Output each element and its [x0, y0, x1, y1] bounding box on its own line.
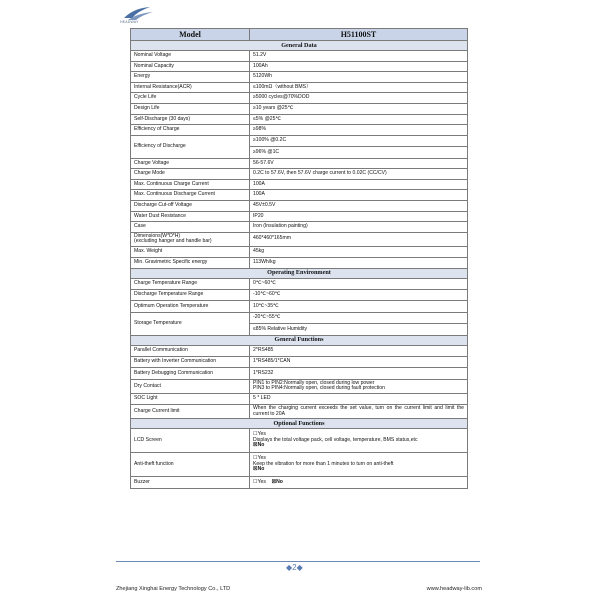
row-label: Energy	[131, 72, 250, 83]
row-label: Anti-theft function	[131, 453, 250, 477]
dimensions-sublabel: (excluding hanger and handle bar)	[134, 238, 212, 245]
row-value: 45V±0.5V	[250, 200, 468, 211]
table-row	[131, 393, 468, 404]
section-functions-row	[131, 335, 468, 345]
row-value: 10℃~35℃	[250, 301, 468, 312]
row-label: Internal Resistance(ACR)	[131, 82, 250, 93]
table-row	[131, 158, 468, 169]
row-label: Charge Voltage	[131, 158, 250, 169]
antitheft-yes-checkbox: ☐Yes	[253, 455, 266, 462]
row-value: 1*RS485/1*CAN	[250, 357, 468, 368]
table-row	[131, 301, 468, 312]
row-label: SOC Light	[131, 393, 250, 404]
model-value: H51100ST	[250, 29, 468, 41]
row-value: When the charging current exceeds the set value, turn on the current limit and limit the current to 20A	[250, 405, 468, 419]
row-value: ≥10 years @25℃	[250, 103, 468, 114]
row-label: Battery Debugging Communication	[131, 368, 250, 379]
row-value	[250, 429, 468, 453]
table-row	[131, 190, 468, 201]
section-general: General Data	[131, 41, 468, 51]
row-label: Charge Current limit	[131, 405, 250, 419]
section-functions: General Functions	[131, 335, 468, 345]
row-label: Buzzer	[131, 477, 250, 488]
footer-website: www.headway-lib.com	[426, 586, 482, 592]
row-value: 2*RS485	[250, 345, 468, 356]
row-value: 5120Wh	[250, 72, 468, 83]
table-row	[131, 290, 468, 301]
row-label: Charge Temperature Range	[131, 278, 250, 289]
table-row	[131, 246, 468, 257]
table-row	[131, 135, 468, 146]
row-label: Storage Temperature	[131, 312, 250, 335]
table-row	[131, 125, 468, 136]
row-value: 0℃~60℃	[250, 278, 468, 289]
footer-company: Zhejiang Xinghai Energy Technology Co., LTD	[116, 586, 231, 592]
section-operating-row	[131, 268, 468, 278]
table-row	[131, 82, 468, 93]
row-label: Max. Weight	[131, 246, 250, 257]
table-row	[131, 357, 468, 368]
row-value	[250, 477, 468, 488]
row-label: Nominal Voltage	[131, 51, 250, 62]
page-number: ◆2◆	[286, 563, 303, 572]
row-label: Water Dust Resistance	[131, 211, 250, 222]
table-row	[131, 103, 468, 114]
table-row	[131, 169, 468, 180]
row-label: Design Life	[131, 103, 250, 114]
row-label: Self-Discharge (30 days)	[131, 114, 250, 125]
table-row	[131, 222, 468, 233]
row-value: ≥5000 cycles@70%DOD	[250, 93, 468, 104]
row-label: Discharge Temperature Range	[131, 290, 250, 301]
row-label: Max. Continuous Charge Current	[131, 179, 250, 190]
row-value	[250, 453, 468, 477]
spec-table	[130, 28, 468, 489]
row-value: 1*RS232	[250, 368, 468, 379]
row-label: Nominal Capacity	[131, 61, 250, 72]
row-value: ≥98%	[250, 125, 468, 136]
row-label: Dry Contact	[131, 379, 250, 393]
table-row	[131, 51, 468, 62]
row-label: Efficiency of Discharge	[131, 135, 250, 158]
row-value: Iron (Insulation painting)	[250, 222, 468, 233]
row-value: 100A	[250, 190, 468, 201]
row-value: ≤85% Relative Humidity	[250, 324, 468, 335]
row-value: 100Ah	[250, 61, 468, 72]
section-general-row	[131, 41, 468, 51]
antitheft-no-checkbox: ☒No	[253, 466, 265, 473]
table-row	[131, 232, 468, 246]
table-row	[131, 200, 468, 211]
footer-divider	[116, 561, 480, 562]
row-value: ≤100mΩ（without BMS）	[250, 82, 468, 93]
section-operating: Operating Environment	[131, 268, 468, 278]
table-row	[131, 179, 468, 190]
section-optional-row	[131, 419, 468, 429]
table-row	[131, 429, 468, 453]
row-label: Min. Gravimetric Specific energy	[131, 258, 250, 269]
table-row	[131, 114, 468, 125]
table-row	[131, 453, 468, 477]
table-row	[131, 405, 468, 419]
row-label: Discharge Cut-off Voltage	[131, 200, 250, 211]
row-value: -20℃~55℃	[250, 312, 468, 323]
table-row	[131, 312, 468, 323]
dry-contact-line1: PIN1 to PIN2:Normally open, closed during low power	[253, 379, 375, 386]
row-label: LCD Screen	[131, 429, 250, 453]
table-row	[131, 72, 468, 83]
table-row	[131, 93, 468, 104]
row-value: 100A	[250, 179, 468, 190]
logo-text: HEADWAY	[120, 20, 139, 24]
table-row	[131, 379, 468, 393]
lcd-yes-checkbox: ☐Yes	[253, 431, 266, 438]
model-row	[131, 29, 468, 41]
table-row	[131, 278, 468, 289]
row-label: Case	[131, 222, 250, 233]
table-row	[131, 368, 468, 379]
row-label: Cycle Life	[131, 93, 250, 104]
row-value: ≤5% @25℃	[250, 114, 468, 125]
row-value: ≥96% @1C	[250, 147, 468, 158]
row-label: Battery with Inverter Communication	[131, 357, 250, 368]
table-row	[131, 258, 468, 269]
row-value: IP20	[250, 211, 468, 222]
row-value	[250, 379, 468, 393]
row-label: Parallel Communication	[131, 345, 250, 356]
row-label	[131, 232, 250, 246]
row-label: Charge Mode	[131, 169, 250, 180]
buzzer-yes-checkbox: ☐Yes	[253, 478, 266, 485]
row-label: Max. Continuous Discharge Current	[131, 190, 250, 201]
table-row	[131, 211, 468, 222]
antitheft-description: Keep the vibration for more than 1 minutes to turn on anti-theft	[253, 460, 394, 467]
row-value: 56-57.6V	[250, 158, 468, 169]
row-value: 45kg	[250, 246, 468, 257]
lcd-no-checkbox: ☒No	[253, 442, 265, 449]
model-label: Model	[131, 29, 250, 41]
row-value: ≥100% @0.2C	[250, 135, 468, 146]
section-optional: Optional Functions	[131, 419, 468, 429]
row-value: -10℃~60℃	[250, 290, 468, 301]
row-label: Optimum Operation Temperature	[131, 301, 250, 312]
lcd-description: Displays the total voltage pack, cell voltage, temperature, BMS status,etc	[253, 436, 418, 443]
table-row	[131, 61, 468, 72]
row-value: 0.2C to 57.6V, then 57.6V charge current to 0.02C (CC/CV)	[250, 169, 468, 180]
row-value: 51.2V	[250, 51, 468, 62]
dry-contact-line2: PIN3 to PIN4:Normally open, closed during fault protection	[253, 385, 385, 392]
row-value: 113Wh/kg	[250, 258, 468, 269]
row-value: 460*460*165mm	[250, 232, 468, 246]
table-row	[131, 477, 468, 488]
dimensions-label: Dimensions(W*D*H)	[134, 232, 181, 239]
row-label: Efficiency of Charge	[131, 125, 250, 136]
buzzer-no-checkbox: ☒No	[271, 478, 283, 485]
row-value: 5 * LED	[250, 393, 468, 404]
table-row	[131, 345, 468, 356]
